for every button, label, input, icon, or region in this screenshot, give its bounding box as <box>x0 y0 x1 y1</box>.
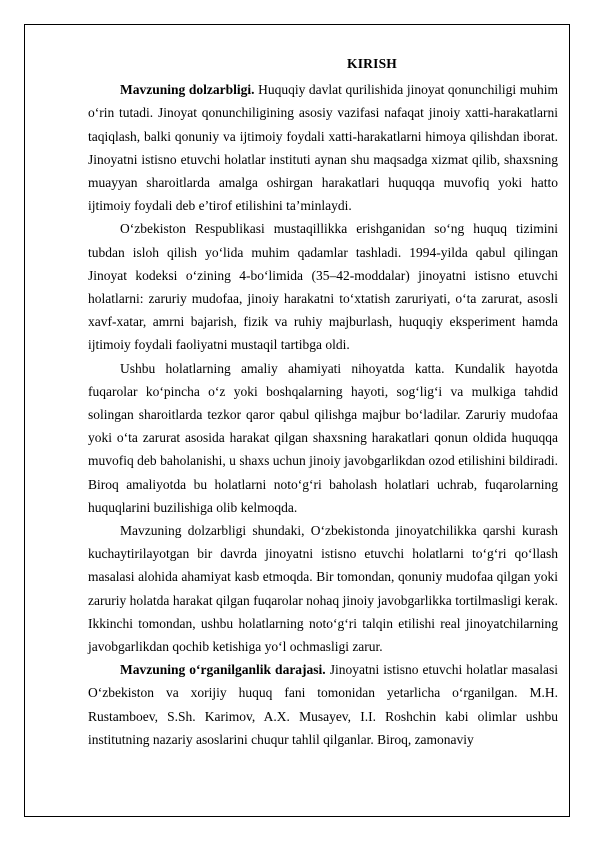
paragraph-practical-importance <box>88 357 558 519</box>
paragraph-text: Mavzuning dolzarbligi shundaki, O‘zbekistonda jinoyatchilikka qarshi kurash kuchaytirilayotgan bir davrda jinoyatni istisno etuvchi holatlarni to‘g‘ri qo‘llash masalasi alohida ahamiyat kasb etmoqda. Bir tomondan, qonuniy mudofaa qilgan yoki zaruriy holatda harakat qilgan fuqarolar nohaq jinoiy javobgarlikka tortilmasligi kerak. Ikkinchi tomondan, ushbu holatlarning noto‘g‘ri talqin etilishi real jinoyatchilarning javobgarlikdan qochib ketishiga yo‘l ochmasligi zarur. <box>88 523 558 655</box>
paragraph-relevance-detail <box>88 519 558 658</box>
paragraph-study-level <box>88 658 558 751</box>
paragraph-text: Huquqiy davlat qurilishida jinoyat qonunchiligi muhim o‘rin tutadi. Jinoyat qonunchiligining asosiy vazifasi nafaqat jinoiy xatti-harakatlarni taqiqlash, balki qonuniy va ijtimoiy foydali xatti-harakatlarni himoya qilishdan iborat. Jinoyatni istisno etuvchi holatlar instituti aynan shu maqsadga xizmat qilib, shaxsning muayyan sharoitlarda amalga oshirgan harakatlari huquqqa muvofiq yoki hatto ijtimoiy foydali deb e’tirof etilishini ta’minlaydi. <box>88 82 558 214</box>
paragraph-lead: Mavzuning dolzarbligi. <box>120 82 255 98</box>
paragraph-independence <box>88 217 558 356</box>
section-heading: KIRISH <box>347 56 397 71</box>
document-body <box>88 52 558 751</box>
paragraph-text: Jinoyatni istisno etuvchi holatlar masalasi O‘zbekiston va xorijiy huquq fani tomonidan yetarlicha o‘rganilgan. M.H. Rustamboev, S.Sh. Karimov, A.X. Musayev, I.I. Roshchin kabi olimlar ushbu institutning nazariy asoslarini chuqur tahlil qilganlar. Biroq, zamonaviy <box>88 662 558 747</box>
paragraph-text: Ushbu holatlarning amaliy ahamiyati nihoyatda katta. Kundalik hayotda fuqarolar ko‘pincha o‘z yoki boshqalarning hayoti, sog‘lig‘i va mulkiga tahdid solingan sharoitlarda tezkor qaror qabul qilishga majbur bo‘ladilar. Zaruriy mudofaa yoki o‘ta zarurat asosida harakat qilgan shaxsning harakatlari qonun oldida huquqqa muvofiq deb baholanishi, u shaxs uchun jinoiy javobgarlikdan ozod etilishini bildiradi. Biroq amaliyotda bu holatlarni noto‘g‘ri baholash holatlari uchrab, fuqarolarning huquqlarini buzilishiga olib kelmoqda. <box>88 360 558 515</box>
paragraph-lead: Mavzuning o‘rganilganlik darajasi. <box>120 662 326 678</box>
paragraph-text: O‘zbekiston Respublikasi mustaqillikka erishganidan so‘ng huquq tizimini tubdan isloh qilish yo‘lida muhim qadamlar tashladi. 1994-yilda qabul qilingan Jinoyat kodeksi o‘zining 4-bo‘limida (35–42-moddalar) jinoyatni istisno etuvchi holatlarni: zaruriy mudofaa, jinoiy harakatni to‘xtatish zaruriyati, o‘ta zarurat, asosli xavf-xatar, amrni bajarish, fizik va ruhiy majburlash, huquqiy eksperiment hamda ijtimoiy foydali faoliyatni mustaqil tartibga oldi. <box>88 221 558 353</box>
paragraph-relevance <box>88 78 558 217</box>
